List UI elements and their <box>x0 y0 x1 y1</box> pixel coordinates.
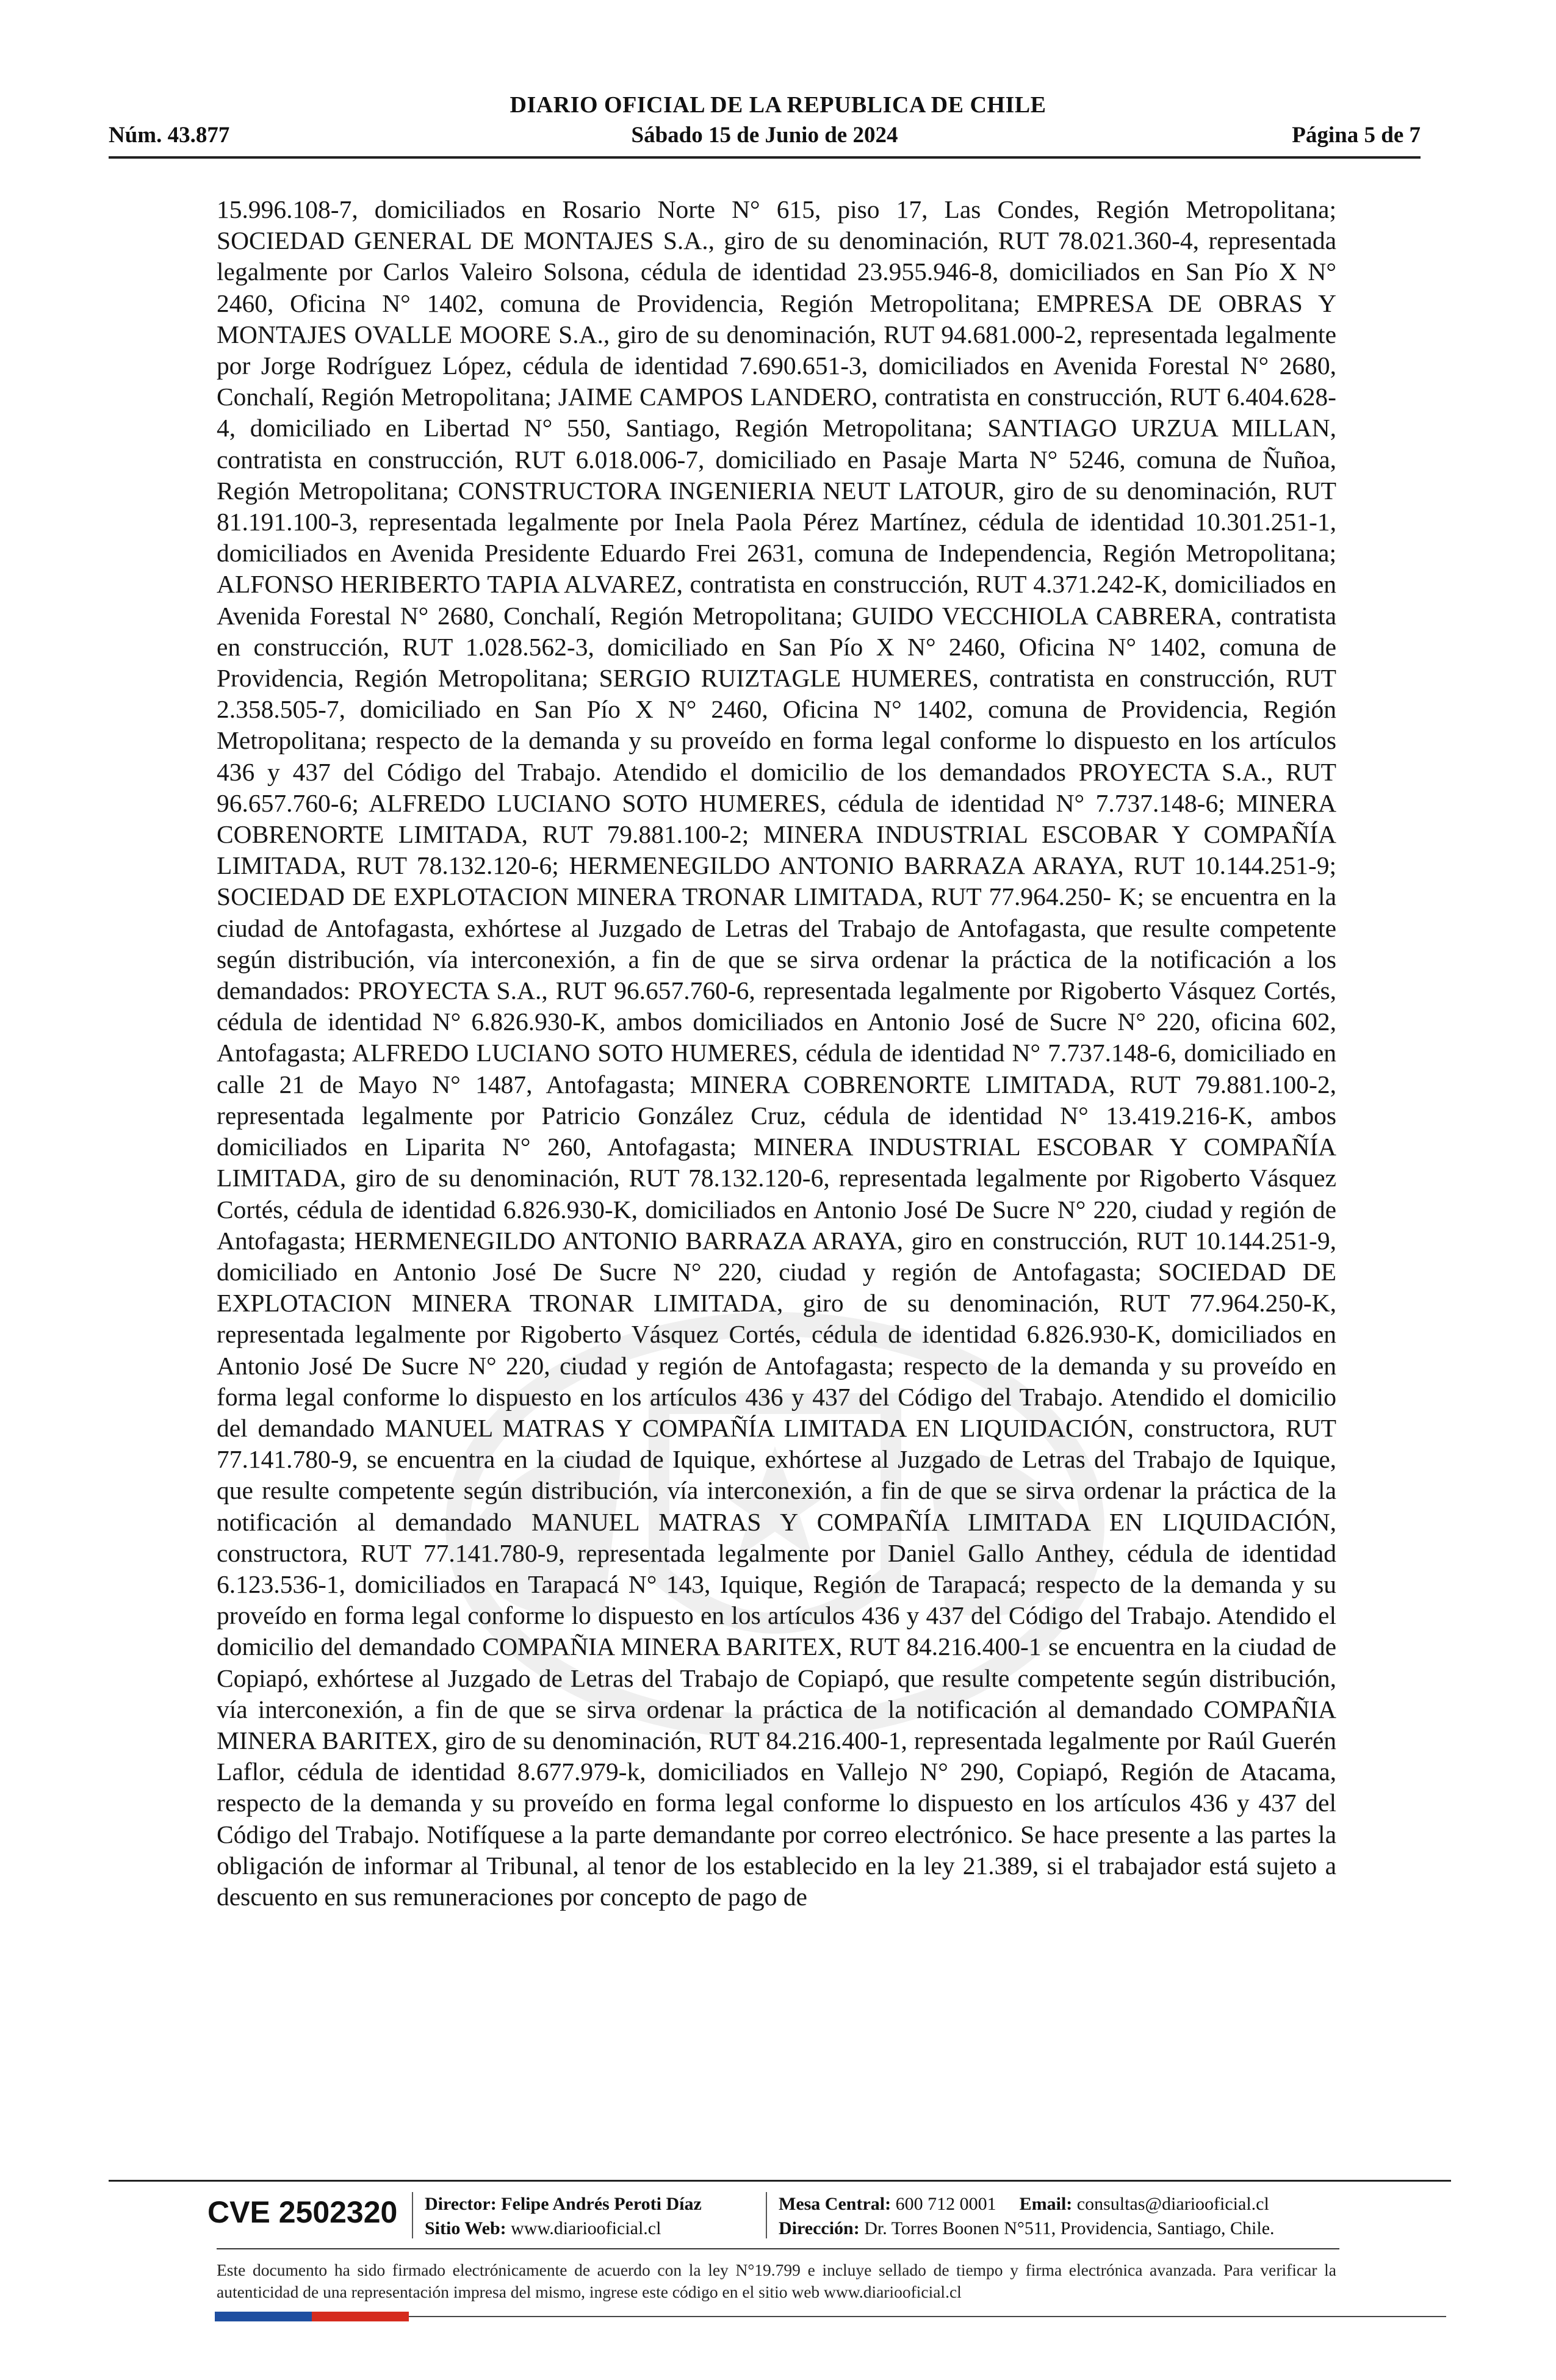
footer-contact-block <box>779 2192 1275 2241</box>
contact-line <box>779 2192 1275 2216</box>
web-label: Sitio Web: <box>425 2218 506 2238</box>
signature-disclaimer: Este documento ha sido firmado electrónicamente de acuerdo con la ley N°19.799 e incluye sellado de tiempo y firma electrónica avanzada. Para verificar la autenticidad de una representación impresa del mismo, ingrese este código en el sitio web www.diariooficial.cl <box>217 2260 1336 2301</box>
director-line <box>425 2192 702 2216</box>
body-paragraph: 15.996.108-7, domiciliados en Rosario Norte N° 615, piso 17, Las Condes, Región Metropolitana; SOCIEDAD GENERAL DE MONTAJES S.A., giro de su denominación, RUT 78.021.360-4, representada legalmente por Carlos Valeiro Solsona, cédula de identidad 23.955.946-8, domiciliados en San Pío X N° 2460, Oficina N° 1402, comuna de Providencia, Región Metropolitana; EMPRESA DE OBRAS Y MONTAJES OVALLE MOORE S.A., giro de su denominación, RUT 94.681.000-2, representada legalmente por Jorge Rodríguez López, cédula de identidad 7.690.651-3, domiciliados en Avenida Forestal N° 2680, Conchalí, Región Metropolitana; JAIME CAMPOS LANDERO, contratista en construcción, RUT 6.404.628-4, domiciliado en Libertad N° 550, Santiago, Región Metropolitana; SANTIAGO URZUA MILLAN, contratista en construcción, RUT 6.018.006-7, domiciliado en Pasaje Marta N° 5246, comuna de Ñuñoa, Región Metropolitana; CONSTRUCTORA INGENIERIA NEUT LATOUR, giro de su denominación, RUT 81.191.100-3, representada legalmente por Inela Paola Pérez Martínez, cédula de identidad 10.301.251-1, domiciliados en Avenida Presidente Eduardo Frei 2631, comuna de Independencia, Región Metropolitana; ALFONSO HERIBERTO TAPIA ALVAREZ, contratista en construcción, RUT 4.371.242-K, domiciliados en Avenida Forestal N° 2680, Conchalí, Región Metropolitana; GUIDO VECCHIOLA CABRERA, contratista en construcción, RUT 1.028.562-3, domiciliado en San Pío X N° 2460, Oficina N° 1402, comuna de Providencia, Región Metropolitana; SERGIO RUIZTAGLE HUMERES, contratista en construcción, RUT 2.358.505-7, domiciliado en San Pío X N° 2460, Oficina N° 1402, comuna de Providencia, Región Metropolitana; respecto de la demanda y su proveído en forma legal conforme lo dispuesto en los artículos 436 y 437 del Código del Trabajo. Atendido el domicilio de los demandados PROYECTA S.A., RUT 96.657.760-6; ALFREDO LUCIANO SOTO HUMERES, cédula de identidad N° 7.737.148-6; MINERA COBRENORTE LIMITADA, RUT 79.881.100-2; MINERA INDUSTRIAL ESCOBAR Y COMPAÑÍA LIMITADA, RUT 78.132.120-6; HERMENEGILDO ANTONIO BARRAZA ARAYA, RUT 10.144.251-9; SOCIEDAD DE EXPLOTACION MINERA TRONAR LIMITADA, RUT 77.964.250- K; se encuentra en la ciudad de Antofagasta, exhórtese al Juzgado de Letras del Trabajo de Antofagasta, que resulte competente según distribución, vía interconexión, a fin de que se sirva ordenar la práctica de la notificación a los demandados: PROYECTA S.A., RUT 96.657.760-6, representada legalmente por Rigoberto Vásquez Cortés, cédula de identidad N° 6.826.930-K, ambos domiciliados en Antonio José de Sucre N° 220, oficina 602, Antofagasta; ALFREDO LUCIANO SOTO HUMERES, cédula de identidad N° 7.737.148-6, domiciliado en calle 21 de Mayo N° 1487, Antofagasta; MINERA COBRENORTE LIMITADA, RUT 79.881.100-2, representada legalmente por Patricio González Cruz, cédula de identidad N° 13.419.216-K, ambos domiciliados en Liparita N° 260, Antofagasta; MINERA INDUSTRIAL ESCOBAR Y COMPAÑÍA LIMITADA, giro de su denominación, RUT 78.132.120-6, representada legalmente por Rigoberto Vásquez Cortés, cédula de identidad 6.826.930-K, domiciliados en Antonio José De Sucre N° 220, ciudad y región de Antofagasta; HERMENEGILDO ANTONIO BARRAZA ARAYA, giro en construcción, RUT 10.144.251-9, domiciliado en Antonio José De Sucre N° 220, ciudad y región de Antofagasta; SOCIEDAD DE EXPLOTACION MINERA TRONAR LIMITADA, giro de su denominación, RUT 77.964.250-K, representada legalmente por Rigoberto Vásquez Cortés, cédula de identidad 6.826.930-K, domiciliados en Antonio José De Sucre N° 220, ciudad y región de Antofagasta; respecto de la demanda y su proveído en forma legal conforme lo dispuesto en los artículos 436 y 437 del Código del Trabajo. Atendido el domicilio del demandado MANUEL MATRAS Y COMPAÑÍA LIMITADA EN LIQUIDACIÓN, constructora, RUT 77.141.780-9, se encuentra en la ciudad de Iquique, exhórtese al Juzgado de Letras del Trabajo de Iquique, que resulte competente según distribución, vía interconexión, a fin de que se sirva ordenar la práctica de la notificación al demandado MANUEL MATRAS Y COMPAÑÍA LIMITADA EN LIQUIDACIÓN, constructora, RUT 77.141.780-9, representada legalmente por Daniel Gallo Anthey, cédula de identidad 6.123.536-1, domiciliados en Tarapacá N° 143, Iquique, Región de Tarapacá; respecto de la demanda y su proveído en forma legal conforme lo dispuesto en los artículos 436 y 437 del Código del Trabajo. Atendido el domicilio del demandado COMPAÑIA MINERA BARITEX, RUT 84.216.400-1 se encuentra en la ciudad de Copiapó, exhórtese al Juzgado de Letras del Trabajo de Copiapó, que resulte competente según distribución, vía interconexión, a fin de que se sirva ordenar la práctica de la notificación al demandado COMPAÑIA MINERA BARITEX, giro de su denominación, RUT 84.216.400-1, representada legalmente por Raúl Guerén Laflor, cédula de identidad 8.677.979-k, domiciliados en Vallejo N° 290, Copiapó, Región de Atacama, respecto de la demanda y su proveído en forma legal conforme lo dispuesto en los artículos 436 y 437 del Código del Trabajo. Notifíquese a la parte demandante por correo electrónico. Se hace presente a las partes la obligación de informar al Tribunal, al tenor de los establecido en la ley 21.389, si el trabajador está sujeto a descuento en sus remuneraciones por concepto de pago de <box>217 195 1336 1911</box>
cve-code: CVE 2502320 <box>207 2195 398 2229</box>
issue-number: Núm. 43.877 <box>109 123 230 148</box>
document-body <box>217 194 1336 1913</box>
address-label: Dirección: <box>779 2218 860 2238</box>
director-value: Felipe Andrés Peroti Díaz <box>501 2194 702 2214</box>
web-link[interactable]: www.diariooficial.cl <box>511 2218 661 2238</box>
flag-blue-segment <box>215 2312 312 2321</box>
email-label: Email: <box>1019 2194 1073 2214</box>
footer-director-block <box>425 2192 702 2241</box>
director-label: Director: <box>425 2194 497 2214</box>
newspaper-title: DIARIO OFICIAL DE LA REPUBLICA DE CHILE <box>510 92 1046 118</box>
flag-red-segment <box>312 2312 409 2321</box>
address-value: Dr. Torres Boonen N°511, Providencia, Santiago, Chile. <box>864 2218 1275 2238</box>
header-divider <box>109 156 1421 159</box>
issue-date: Sábado 15 de Junio de 2024 <box>631 123 898 148</box>
phone-label: Mesa Central: <box>779 2194 891 2214</box>
chilean-flag-stripe <box>215 2312 409 2321</box>
web-line <box>425 2216 702 2241</box>
footer-top-divider <box>109 2180 1451 2182</box>
header-row <box>109 122 1421 153</box>
page-number: Página 5 de 7 <box>1292 123 1421 148</box>
footer-separator <box>412 2192 413 2238</box>
footer-mid-divider <box>217 2248 1339 2249</box>
email-link[interactable]: consultas@diariooficial.cl <box>1076 2194 1269 2214</box>
address-line <box>779 2216 1275 2241</box>
phone-value: 600 712 0001 <box>895 2194 996 2214</box>
footer-bottom-divider <box>409 2316 1446 2317</box>
footer-separator <box>766 2192 767 2238</box>
